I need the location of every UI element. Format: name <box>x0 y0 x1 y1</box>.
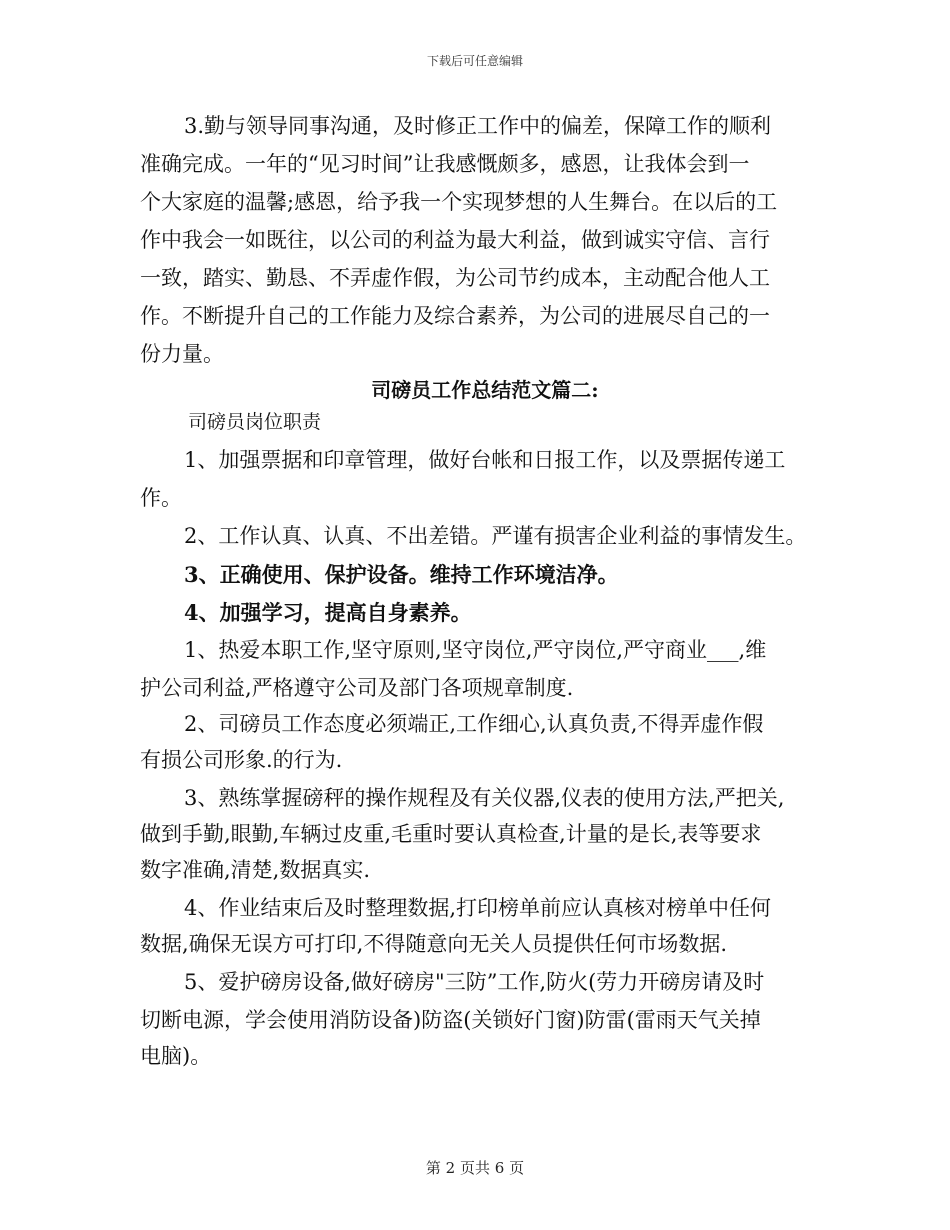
paragraph-line: 3、熟练掌握磅秤的操作规程及有关仪器,仪表的使用方法,严把关, <box>184 786 785 810</box>
paragraph-line: 个大家庭的温馨;感恩，给予我一个实现梦想的人生舞台。在以后的工 <box>140 190 778 214</box>
page-header: 下载后可任意编辑 <box>426 54 523 68</box>
paragraph-line: 切断电源，学会使用消防设备)防盗(关锁好门窗)防雷(雷雨天气关掉 <box>140 1008 761 1032</box>
paragraph-line: 数字准确,清楚,数据真实. <box>140 858 371 882</box>
paragraph-line: 1、热爱本职工作,坚守原则,坚守岗位,严守岗位,严守商业___,维 <box>184 638 767 662</box>
paragraph-line: 作。不断提升自己的工作能力及综合素养，为公司的进展尽自己的一 <box>140 304 770 328</box>
paragraph-line: 作中我会一如既往，以公司的利益为最大利益，做到诚实守信、言行 <box>140 228 770 252</box>
paragraph-line: 份力量。 <box>140 342 224 366</box>
paragraph-line: 2、司磅员工作态度必须端正,工作细心,认真负责,不得弄虚作假 <box>184 712 764 736</box>
paragraph-line: 数据,确保无误方可打印,不得随意向无关人员提供任何市场数据. <box>140 932 728 956</box>
section-title: 司磅员工作总结范文篇二: <box>371 378 599 402</box>
paragraph-line: 3.勤与领导同事沟通，及时修正工作中的偏差，保障工作的顺利 <box>184 114 772 138</box>
paragraph-line: 作。 <box>140 486 182 510</box>
paragraph-line: 护公司利益,严格遵守公司及部门各项规章制度. <box>140 676 574 700</box>
paragraph-line: 4、作业结束后及时整理数据,打印榜单前应认真核对榜单中任何 <box>184 896 772 920</box>
paragraph-line-bold: 4、加强学习，提高自身素养。 <box>184 600 472 625</box>
paragraph-line: 有损公司形象.的行为. <box>140 748 343 772</box>
paragraph-line: 5、爱护磅房设备,做好磅房"三防”工作,防火(劳力开磅房请及时 <box>184 970 765 994</box>
section-subtitle: 司磅员岗位职责 <box>188 411 322 433</box>
paragraph-line: 电脑)。 <box>140 1044 212 1068</box>
paragraph-line-bold: 3、正确使用、保护设备。维持工作环境洁净。 <box>184 562 619 587</box>
paragraph-line: 1、加强票据和印章管理，做好台帐和日报工作，以及票据传递工 <box>184 448 786 472</box>
paragraph-line: 做到手勤,眼勤,车辆过皮重,毛重时要认真检查,计量的是长,表等要求 <box>140 822 762 846</box>
page-footer: 第 2 页共 6 页 <box>425 1159 525 1177</box>
paragraph-line: 一致，踏实、勤恳、不弄虚作假，为公司节约成本，主动配合他人工 <box>140 266 770 290</box>
paragraph-line: 2、工作认真、认真、不出差错。严谨有损害企业利益的事情发生。 <box>184 524 807 548</box>
paragraph-line: 准确完成。一年的“见习时间”让我感慨颇多，感恩，让我体会到一 <box>140 152 750 176</box>
